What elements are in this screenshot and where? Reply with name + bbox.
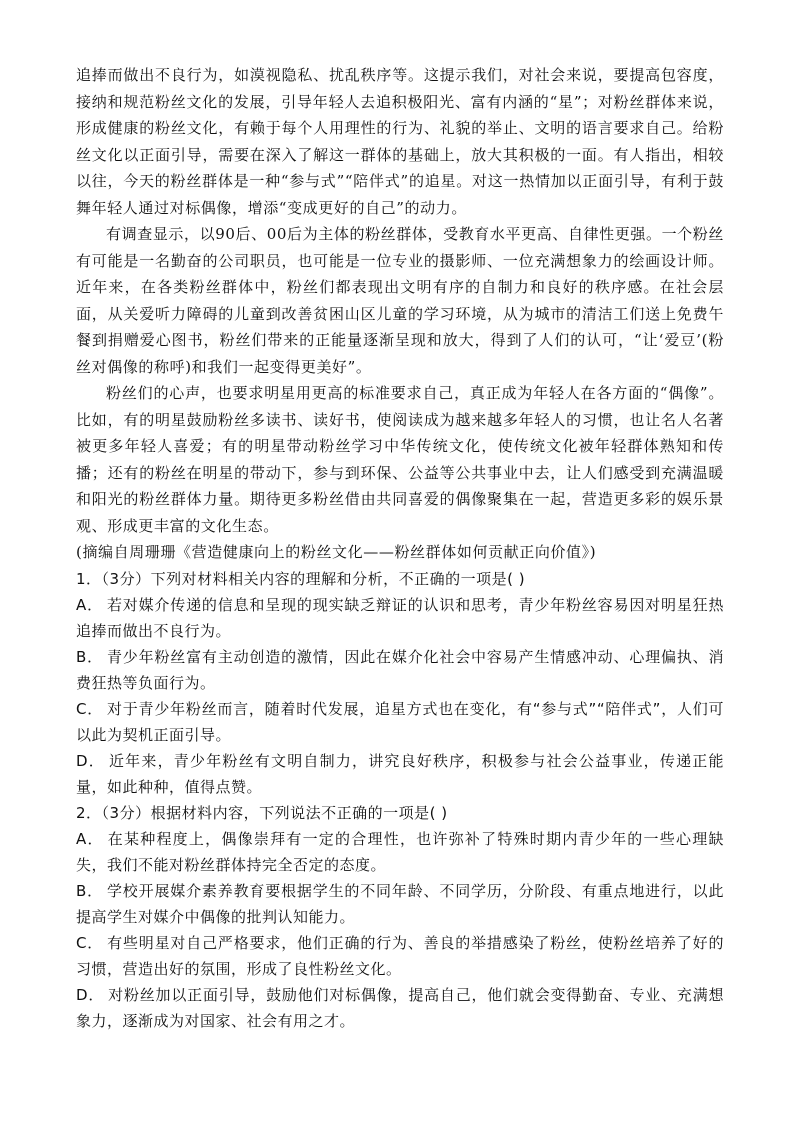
option-label: C． [76,933,104,952]
option-c[interactable] [76,930,724,982]
option-text: 对粉丝加以正面引导，鼓励他们对标偶像，提高自己，他们就会变得勤奋、专业、充满想象力，逐渐成为对国家、社会有用之才。 [76,985,724,1030]
option-text: 近年来，青少年粉丝有文明自制力，讲究良好秩序，积极参与社会公益事业，传递正能量，如此种种，值得点赞。 [76,751,724,796]
reading-passage [76,62,724,566]
option-d[interactable] [76,748,724,800]
option-label: D． [76,985,105,1004]
passage-paragraph: 有调查显示，以90后、00后为主体的粉丝群体，受教育水平更高、自律性更强。一个粉丝有可能是一名勤奋的公司职员，也可能是一位专业的摄影师、一位充满想象力的绘画设计师。近年来，在各类粉丝群体中，粉丝们都表现出文明有序的自制力和良好的秩序感。在社会层面，从关爱听力障碍的儿童到改善贫困山区儿童的学习环境，从为城市的清洁工们送上免费午餐到捐赠爱心图书，粉丝们带来的正能量逐渐呈现和放大，得到了人们的认可，“让‘爱豆’(粉丝对偶像的称呼)和我们一起变得更美好”。 [76,225,724,376]
question-1 [76,566,724,800]
option-text: 学校开展媒介素养教育要根据学生的不同年龄、不同学历，分阶段、有重点地进行，以此提高学生对媒介中偶像的批判认知能力。 [76,881,724,926]
question-stem: 2．（3分）根据材料内容，下列说法不正确的一项是( ) [76,803,448,822]
option-c[interactable] [76,696,724,748]
option-text: 在某种程度上，偶像崇拜有一定的合理性，也许弥补了特殊时期内青少年的一些心理缺失，我们不能对粉丝群体持完全否定的态度。 [76,829,724,874]
option-d[interactable] [76,982,724,1034]
option-text: 若对媒介传递的信息和呈现的现实缺乏辩证的认识和思考，青少年粉丝容易因对明星狂热追捧而做出不良行为。 [76,595,724,640]
option-label: B． [76,647,103,666]
option-a[interactable] [76,826,724,878]
option-b[interactable] [76,644,724,696]
option-text: 有些明星对自己严格要求，他们正确的行为、善良的举措感染了粉丝，使粉丝培养了好的习惯，营造出好的氛围，形成了良性粉丝文化。 [76,933,724,978]
document-page [76,62,724,1034]
option-text: 对于青少年粉丝而言，随着时代发展，追星方式也在变化，有“参与式”“陪伴式”，人们可以此为契机正面引导。 [76,699,724,744]
question-2 [76,800,724,1034]
passage-source: (摘编自周珊珊《营造健康向上的粉丝文化——粉丝群体如何贡献正向价值》) [76,543,597,561]
question-stem: 1．（3分）下列对材料相关内容的理解和分析，不正确的一项是( ) [76,569,526,588]
option-label: A． [76,829,104,848]
option-label: C． [76,699,104,718]
option-a[interactable] [76,592,724,644]
option-b[interactable] [76,878,724,930]
passage-paragraph: 追捧而做出不良行为，如漠视隐私、扰乱秩序等。这提示我们，对社会来说，要提高包容度，接纳和规范粉丝文化的发展，引导年轻人去追积极阳光、富有内涵的“星”；对粉丝群体来说，形成健康的粉丝文化，有赖于每个人用理性的行为、礼貌的举止、文明的语言要求自己。给粉丝文化以正面引导，需要在深入了解这一群体的基础上，放大其积极的一面。有人指出，相较以往，今天的粉丝群体是一种“参与式”“陪伴式”的追星。对这一热情加以正面引导，有利于鼓舞年轻人通过对标偶像，增添“变成更好的自己”的动力。 [76,66,724,217]
option-label: D． [76,751,105,770]
option-text: 青少年粉丝富有主动创造的激情，因此在媒介化社会中容易产生情感冲动、心理偏执、消费狂热等负面行为。 [76,647,724,692]
option-label: A． [76,595,103,614]
passage-paragraph: 粉丝们的心声，也要求明星用更高的标准要求自己，真正成为年轻人在各方面的“偶像”。比如，有的明星鼓励粉丝多读书、读好书，使阅读成为越来越多年轻人的习惯，也让名人名著被更多年轻人喜爱；有的明星带动粉丝学习中华传统文化，使传统文化被年轻群体熟知和传播；还有的粉丝在明星的带动下，参与到环保、公益等公共事业中去，让人们感受到充满温暖和阳光的粉丝群体力量。期待更多粉丝借由共同喜爱的偶像聚集在一起，营造更多彩的娱乐景观、形成更丰富的文化生态。 [76,384,724,535]
option-label: B． [76,881,103,900]
